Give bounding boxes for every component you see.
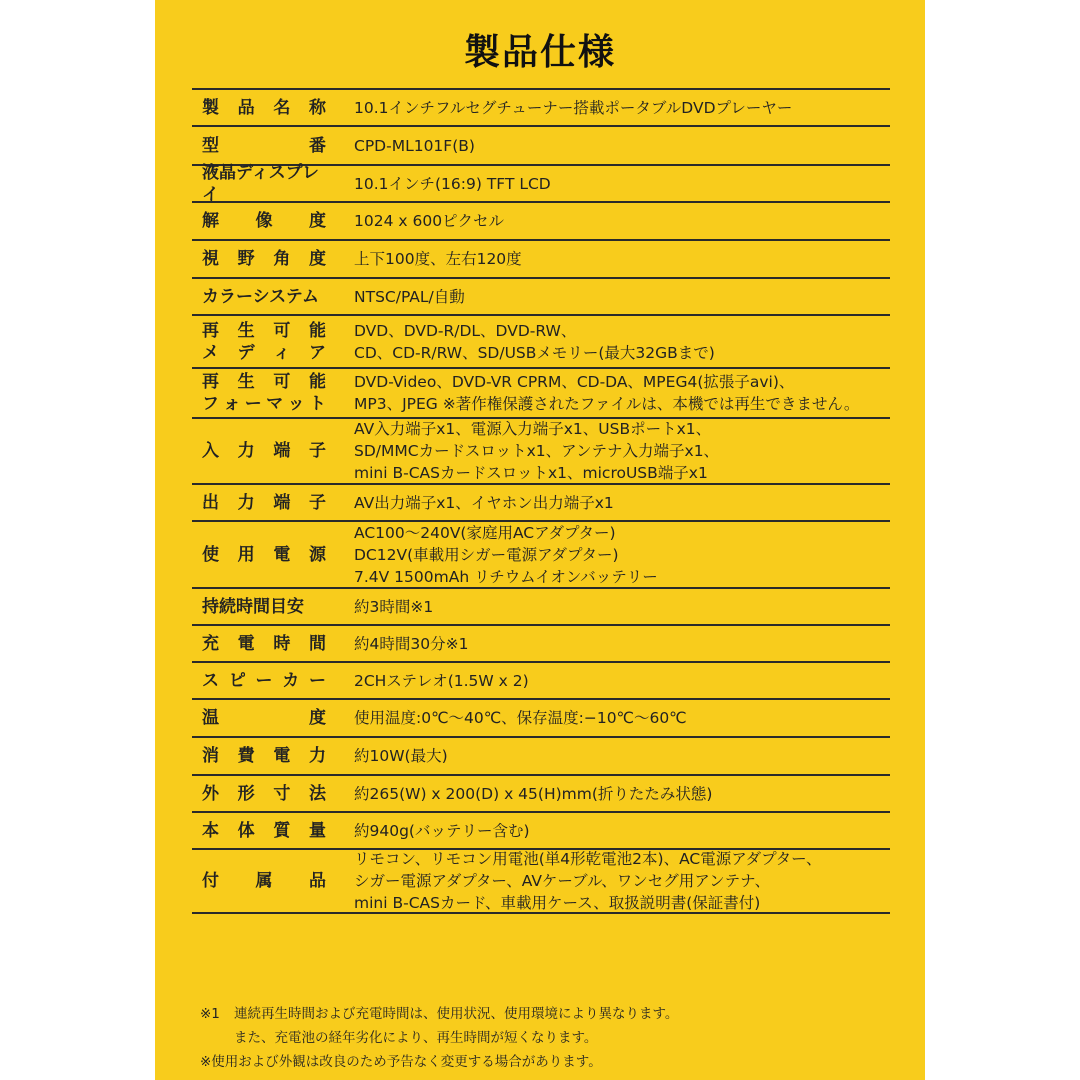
spec-value xyxy=(328,97,792,119)
spec-label xyxy=(192,870,328,892)
spec-value xyxy=(328,492,614,514)
spec-value-line: AV出力端子x1、イヤホン出力端子x1 xyxy=(354,493,614,512)
spec-row xyxy=(192,850,890,914)
spec-value-line: mini B-CASカードスロットx1、microUSB端子x1 xyxy=(354,464,708,482)
spec-value-line: 使用温度:0℃〜40℃、保存温度:−10℃〜60℃ xyxy=(354,709,687,727)
spec-value-line: 約4時間30分※1 xyxy=(354,634,469,653)
spec-row xyxy=(192,626,890,663)
spec-value-line: 約10W(最大) xyxy=(354,747,448,765)
footnote-line-1: 連続再生時間および充電時間は、使用状況、使用環境により異なります。 xyxy=(234,1006,679,1022)
spec-value-line: DVD、DVD-R/DL、DVD-RW、 xyxy=(354,321,577,340)
spec-row xyxy=(192,813,890,850)
spec-label-line: 付 属 品 xyxy=(202,871,326,891)
spec-value xyxy=(328,248,522,270)
spec-value xyxy=(328,286,465,308)
spec-value xyxy=(328,135,475,157)
spec-row xyxy=(192,738,890,776)
spec-label-line: 温 度 xyxy=(202,708,326,728)
spec-row xyxy=(192,522,890,589)
spec-label xyxy=(192,670,328,692)
spec-label-line: 液晶ディスプレイ xyxy=(202,162,319,205)
spec-label xyxy=(192,320,328,364)
spec-label-line: 本 体 質 量 xyxy=(202,820,326,841)
spec-row xyxy=(192,663,890,700)
spec-label-line: 型 番 xyxy=(202,135,326,156)
spec-label-line: 視 野 角 度 xyxy=(202,249,326,269)
spec-label xyxy=(192,440,328,462)
spec-label-line: 消 費 電 力 xyxy=(202,746,326,766)
spec-row xyxy=(192,419,890,485)
spec-label-line: カラーシステム xyxy=(202,286,319,307)
spec-label xyxy=(192,162,328,206)
spec-value-line: 1024 x 600ピクセル xyxy=(354,212,505,230)
spec-label-line: 持続時間目安 xyxy=(202,596,304,617)
spec-value-line: 10.1インチフルセグチューナー搭載ポータブルDVDプレーヤー xyxy=(354,98,793,117)
spec-label-line: 充 電 時 間 xyxy=(202,633,326,654)
spec-label xyxy=(192,544,328,566)
spec-row xyxy=(192,162,890,205)
footnote-line-3: ※使用および外観は改良のため予告なく変更する場合があります。 xyxy=(200,1054,602,1070)
spec-value xyxy=(328,820,530,842)
footnote-1 xyxy=(200,1002,890,1026)
spec-row xyxy=(192,700,890,738)
spec-value-line: NTSC/PAL/自動 xyxy=(354,287,465,306)
spec-value xyxy=(328,670,529,692)
spec-value xyxy=(328,596,433,618)
spec-value-line: 上下100度、左右120度 xyxy=(354,250,522,268)
spec-value xyxy=(328,522,658,588)
footnote-line-2: また、充電池の経年劣化により、再生時間が短くなります。 xyxy=(234,1030,598,1046)
spec-value-line: DC12V(車載用シガー電源アダプター) xyxy=(354,545,619,564)
spec-value-line: SD/MMCカードスロットx1、アンテナ入力端子x1、 xyxy=(354,442,720,460)
spec-label-line: 再 生 可 能 xyxy=(202,372,326,392)
spec-value xyxy=(328,848,821,914)
spec-value-line: 約3時間※1 xyxy=(354,597,434,616)
spec-label xyxy=(192,596,328,618)
spec-label xyxy=(192,820,328,842)
spec-label xyxy=(192,135,328,157)
spec-value xyxy=(328,745,448,767)
spec-label xyxy=(192,97,328,119)
spec-label-line: 解 像 度 xyxy=(202,211,326,231)
spec-row xyxy=(192,776,890,813)
spec-label xyxy=(192,286,328,308)
spec-label xyxy=(192,707,328,729)
page-title: 製品仕様 xyxy=(463,32,616,73)
footnotes xyxy=(200,1002,890,1074)
spec-value-line: mini B-CASカード、車載用ケース、取扱説明書(保証書付) xyxy=(354,894,761,912)
spec-label-line: 入 力 端 子 xyxy=(202,441,326,461)
spec-row xyxy=(192,589,890,626)
spec-row xyxy=(192,485,890,522)
spec-value xyxy=(328,707,687,729)
spec-label xyxy=(192,371,328,415)
spec-label xyxy=(192,210,328,232)
spec-label-line: フ ォ ー マ ッ ト xyxy=(202,394,326,414)
spec-value-line: 10.1インチ(16:9) TFT LCD xyxy=(354,174,551,193)
spec-value xyxy=(328,418,719,484)
spec-row xyxy=(192,203,890,241)
spec-label xyxy=(192,745,328,767)
spec-value xyxy=(328,371,859,415)
spec-table xyxy=(192,88,890,914)
spec-value xyxy=(328,633,468,655)
spec-label-line: 出 力 端 子 xyxy=(202,492,326,513)
spec-value-line: 7.4V 1500mAh リチウムイオンバッテリー xyxy=(354,567,658,586)
spec-value-line: リモコン、リモコン用電池(単4形乾電池2本)、AC電源アダプター、 xyxy=(354,850,822,868)
spec-row xyxy=(192,241,890,279)
spec-row xyxy=(192,316,890,369)
spec-label xyxy=(192,492,328,514)
spec-label-line: 使 用 電 源 xyxy=(202,544,326,565)
spec-label xyxy=(192,633,328,655)
spec-label-line: 製 品 名 称 xyxy=(202,97,326,118)
spec-label-line: 再 生 可 能 xyxy=(202,320,326,341)
spec-value-line: 約940g(バッテリー含む) xyxy=(354,821,530,840)
spec-value-line: AC100〜240V(家庭用ACアダプター) xyxy=(354,523,616,542)
spec-value xyxy=(328,783,712,805)
spec-value xyxy=(328,320,715,364)
spec-row xyxy=(192,127,890,166)
footnote-mark: ※1 xyxy=(200,1006,220,1022)
spec-value xyxy=(328,210,504,232)
spec-label xyxy=(192,783,328,805)
spec-label-line: メ デ ィ ア xyxy=(202,342,326,363)
spec-value-line: CPD-ML101F(B) xyxy=(354,136,475,155)
spec-row xyxy=(192,369,890,419)
spec-sheet xyxy=(155,0,925,1080)
spec-value-line: CD、CD-R/RW、SD/USBメモリー(最大32GBまで) xyxy=(354,343,715,362)
spec-value-line: AV入力端子x1、電源入力端子x1、USBポートx1、 xyxy=(354,420,712,438)
spec-label-line: ス ピ ー カ ー xyxy=(202,670,326,691)
spec-value-line: DVD-Video、DVD-VR CPRM、CD-DA、MPEG4(拡張子avi)、 xyxy=(354,373,795,391)
spec-label xyxy=(192,248,328,270)
spec-row xyxy=(192,90,890,127)
spec-value xyxy=(328,173,551,195)
spec-value-line: 約265(W) x 200(D) x 45(H)mm(折りたたみ状態) xyxy=(354,784,713,803)
spec-value-line: シガー電源アダプター、AVケーブル、ワンセグ用アンテナ、 xyxy=(354,872,771,890)
spec-label-line: 外 形 寸 法 xyxy=(202,783,326,804)
spec-value-line: MP3、JPEG ※著作権保護されたファイルは、本機では再生できません。 xyxy=(354,395,860,413)
spec-value-line: 2CHステレオ(1.5W x 2) xyxy=(354,671,529,690)
spec-row xyxy=(192,279,890,316)
